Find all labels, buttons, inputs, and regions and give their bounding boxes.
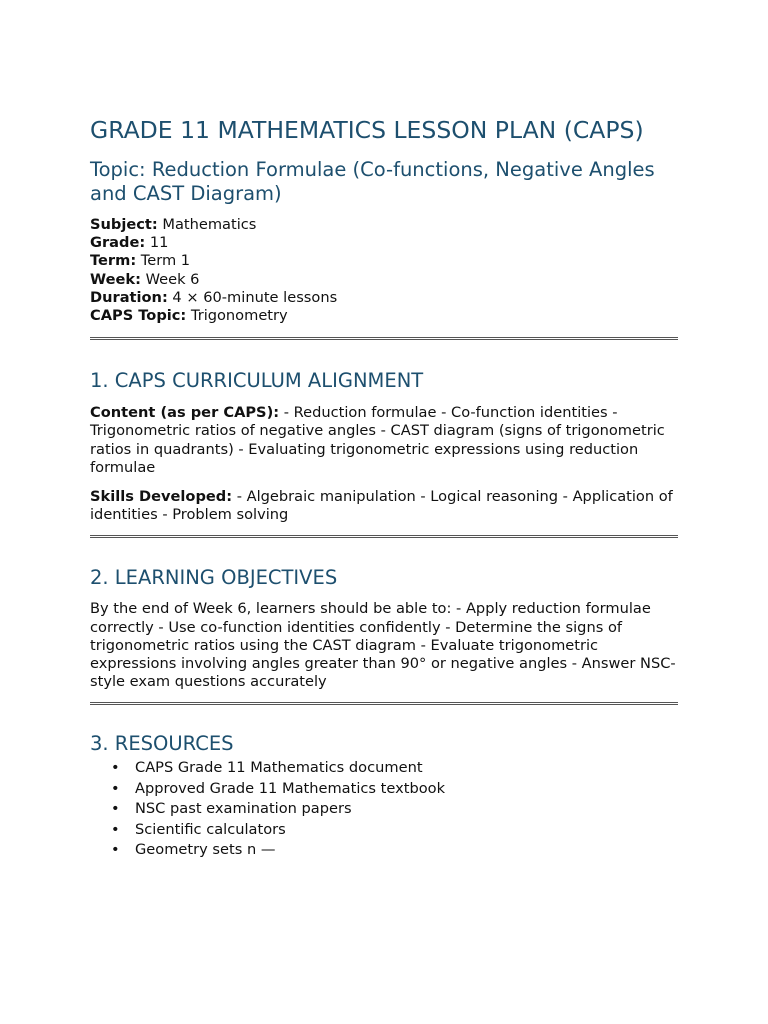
resources-list [90, 758, 678, 860]
content-label: Content (as per CAPS): [90, 404, 280, 422]
bullet-icon: • [111, 820, 120, 838]
section-divider [90, 535, 678, 538]
alignment-skills [90, 488, 678, 524]
skills-label: Skills Developed: [90, 488, 233, 506]
meta-label: Grade: [90, 234, 146, 252]
meta-value: Week 6 [145, 270, 200, 288]
resource-label: Geometry sets n — [135, 841, 276, 859]
section-divider [90, 702, 678, 705]
topic-heading: Topic: Reduction Formulae (Co-functions, Negative Angles and CAST Diagram) [90, 158, 655, 205]
section-divider [90, 337, 678, 340]
section-heading-alignment: 1. CAPS CURRICULUM ALIGNMENT [90, 369, 424, 393]
resource-label: NSC past examination papers [135, 800, 352, 818]
meta-label: CAPS Topic: [90, 307, 187, 325]
objectives-text: By the end of Week 6, learners should be able to: - Apply reduction formulae correctly - Use co-function identities confidently - Determine the signs of trigonometric ratios using the CAST diagram - Evaluate trigonometric expressions involving angles greater than 90° or negative angles - Answer NSC-style exam questions accurately [90, 600, 676, 691]
skills-text: - Algebraic manipulation - Logical reasoning - Application of identities - Problem solving [90, 488, 673, 524]
meta-value: 11 [149, 234, 169, 252]
meta-caps-topic [90, 307, 678, 325]
section-heading-resources: 3. RESOURCES [90, 732, 234, 756]
meta-value: Mathematics [162, 216, 257, 233]
meta-value: Trigonometry [190, 307, 288, 325]
meta-value: 4 × 60-minute lessons [172, 288, 338, 306]
section-heading-objectives: 2. LEARNING OBJECTIVES [90, 566, 338, 590]
bullet-icon: • [111, 841, 120, 859]
resource-label: Approved Grade 11 Mathematics textbook [135, 779, 446, 797]
meta-label: Duration: [90, 288, 168, 306]
list-item [90, 820, 678, 840]
meta-week [90, 271, 678, 289]
meta-label: Week: [90, 270, 141, 288]
list-item [90, 758, 678, 778]
meta-label: Term: [90, 252, 137, 270]
lesson-meta [90, 216, 678, 325]
meta-term [90, 252, 678, 270]
list-item [90, 799, 678, 819]
list-item [90, 840, 678, 860]
bullet-icon: • [111, 759, 120, 777]
content-text: - Reduction formulae - Co-function identities - Trigonometric ratios of negative angles - CAST diagram (signs of trigonometric ratios in quadrants) - Evaluating trigonometric expressions using reduction formulae [90, 404, 665, 476]
bullet-icon: • [111, 800, 120, 818]
list-item [90, 779, 678, 799]
resource-label: Scientific calculators [135, 820, 286, 838]
meta-label: Subject: [90, 216, 158, 233]
page-title: GRADE 11 MATHEMATICS LESSON PLAN (CAPS) [90, 116, 644, 144]
meta-subject [90, 216, 678, 234]
bullet-icon: • [111, 779, 120, 797]
meta-value: Term 1 [140, 252, 191, 270]
resource-label: CAPS Grade 11 Mathematics document [135, 759, 423, 777]
meta-grade [90, 234, 678, 252]
alignment-content [90, 404, 678, 477]
meta-duration [90, 289, 678, 307]
